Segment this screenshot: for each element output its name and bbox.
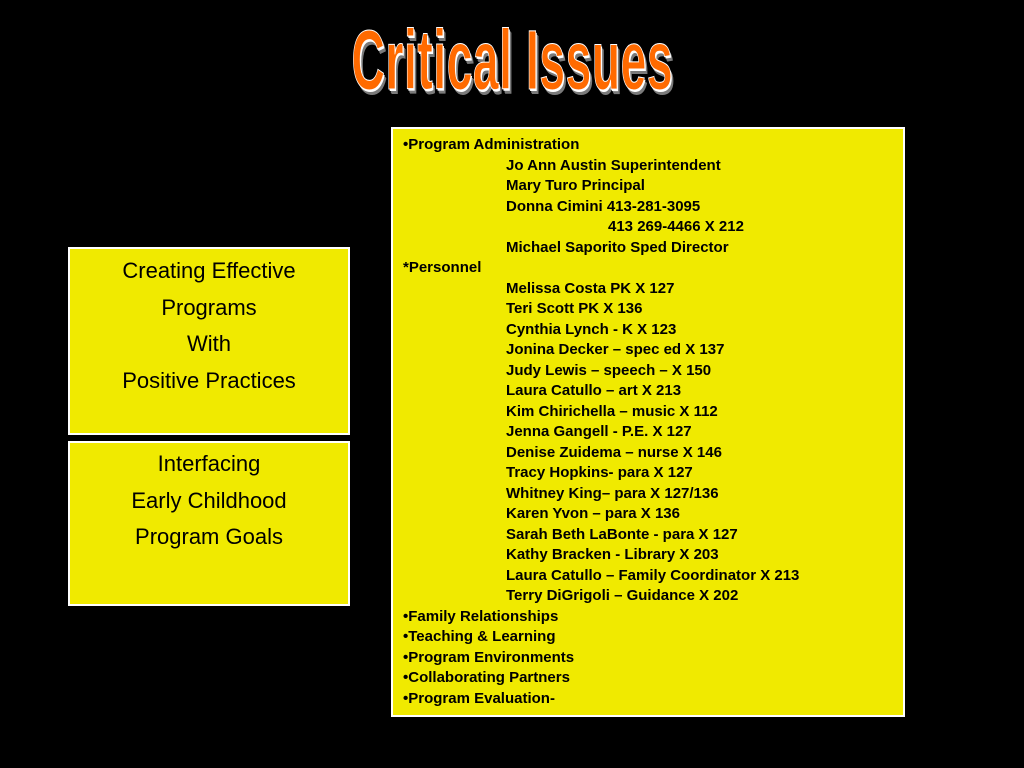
list-item: Melissa Costa PK X 127 <box>506 279 675 297</box>
list-item: Donna Cimini 413-281-3095 <box>506 197 701 215</box>
list-item: Jonina Decker – spec ed X 137 <box>506 341 725 358</box>
creating-effective-programs-box <box>68 247 350 435</box>
contacts-list-box <box>391 127 905 717</box>
slide-title: Critical Issues <box>351 12 673 107</box>
box-line: Creating Effective <box>122 258 296 283</box>
list-item: Tracy Hopkins- para X 127 <box>506 464 693 481</box>
list-item: Whitney King– para X 127/136 <box>506 484 719 502</box>
list-item: Kim Chirichella – music X 112 <box>506 402 718 420</box>
interfacing-goals-box <box>68 441 350 606</box>
list-item-phone: 413 269-4466 X 212 <box>608 218 744 235</box>
box-line: Positive Practices <box>122 367 296 393</box>
topic-item: •Program Environments <box>403 648 575 666</box>
list-item: Terry DiGrigoli – Guidance X 202 <box>506 587 739 604</box>
list-item: Michael Saporito Sped Director <box>506 238 729 256</box>
box-line: Interfacing <box>157 451 261 476</box>
list-item: Cynthia Lynch - K X 123 <box>506 320 677 338</box>
list-item: Jenna Gangell - P.E. X 127 <box>506 423 692 440</box>
list-item: Jo Ann Austin Superintendent <box>506 156 721 174</box>
topic-item: •Teaching & Learning <box>403 628 556 645</box>
topic-item: •Collaborating Partners <box>403 669 570 686</box>
list-item: Laura Catullo – Family Coordinator X 213 <box>506 566 800 584</box>
list-item: Sarah Beth LaBonte - para X 127 <box>506 525 738 543</box>
personnel-heading: *Personnel <box>403 259 482 276</box>
list-item: Laura Catullo – art X 213 <box>506 382 682 399</box>
list-item: Mary Turo Principal <box>506 177 645 194</box>
topic-item: •Program Evaluation- <box>403 689 555 707</box>
topic-item: •Family Relationships <box>403 607 559 625</box>
list-item: Karen Yvon – para X 136 <box>506 505 680 522</box>
box-line: Early Childhood <box>131 487 287 513</box>
program-administration-heading: •Program Administration <box>403 136 580 153</box>
box-line: With <box>187 331 231 356</box>
list-item: Judy Lewis – speech – X 150 <box>506 361 712 379</box>
box-line: Programs <box>161 294 257 320</box>
slide-title-container <box>0 0 1024 120</box>
list-item: Teri Scott PK X 136 <box>506 300 643 317</box>
list-item: Kathy Bracken - Library X 203 <box>506 546 719 563</box>
box-line: Program Goals <box>135 524 283 549</box>
list-item: Denise Zuidema – nurse X 146 <box>506 443 722 461</box>
